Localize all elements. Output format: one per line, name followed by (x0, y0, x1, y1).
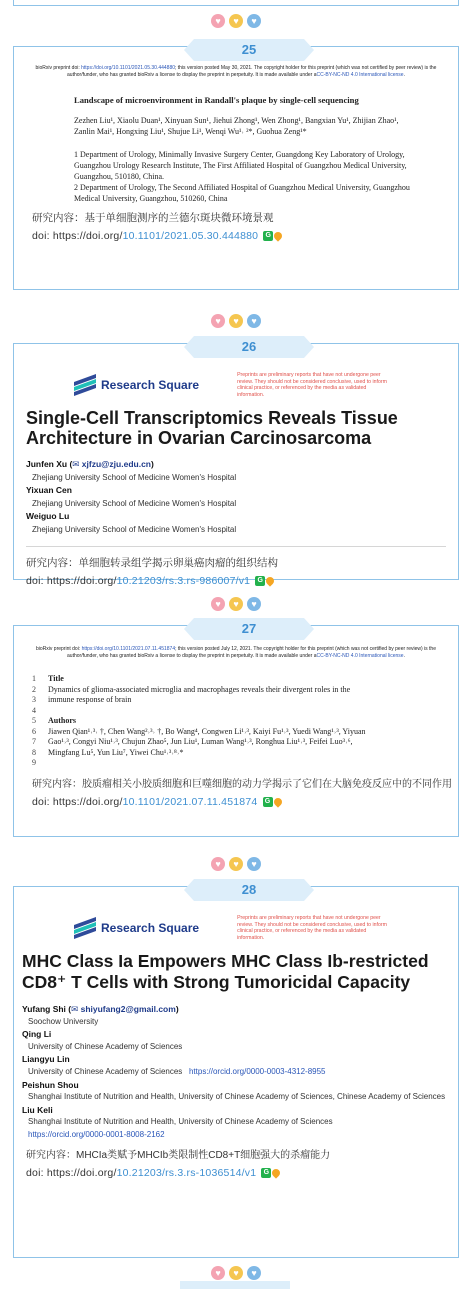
author-name: Yufang Shi (✉ shiyufang2@gmail.com) (22, 1004, 179, 1014)
paper-title: Single-Cell Transcriptomics Reveals Tissue Architecture in Ovarian Carcinosarcoma (26, 408, 398, 448)
decoration-dots (0, 857, 472, 871)
pin-icon (265, 576, 276, 587)
affiliation-1: 1 Department of Urology, Minimally Invasive Surgery Center, Guangdong Key Laboratory of Urology, Guangzhou Urology Research Institute, The First Affiliated Hospital of Guangzhou Medical University, Guangzhou, 510180, China. (74, 150, 407, 181)
author-affiliation: University of Chinese Academy of Sciences (28, 1041, 183, 1051)
decoration-dots (0, 597, 472, 611)
paper-authors: Zezhen Liu¹, Xiaolu Duan¹, Xinyuan Sun¹, Jiehui Zhong¹, Wen Zhong¹, Bangxian Yu¹, Zhijian Zhao¹, Zanlin Mai¹, Hongxing Liu¹, Shujue Li¹, Wenqi Wu¹˒ ²*, Guohua Zeng¹* (74, 116, 399, 136)
pink-dot-icon: ♥ (211, 314, 225, 328)
doi-link[interactable]: 10.21203/rs.3.rs-1036514/v1 (116, 1166, 257, 1179)
wechat-icon: G (255, 576, 265, 586)
author-name: Yixuan Cen (26, 485, 72, 495)
preprint-notice: bioRxiv preprint doi: https://doi.org/10.1101/2021.05.30.444880; this version posted May 30, 2021. The copyright holder for this preprint (which was not certified by peer review) is the author/funder, who has granted bioRxiv a license to display the preprint in perpetuity. It is made available under aCC-BY-NC-ND 4.0 International license. (35, 65, 437, 78)
author-name: Junfen Xu (✉ xjfzu@zju.edu.cn) (26, 459, 154, 469)
doi-line: doi: https://doi.org/10.1101/2021.07.11.451874 G (32, 796, 458, 808)
author-name: Qing Li (22, 1029, 52, 1040)
author-affiliation: Shanghai Institute of Nutrition and Health, University of Chinese Academy of Sciences, Chinese Academy of Sciences (28, 1092, 446, 1102)
pink-dot-icon: ♥ (211, 1266, 225, 1280)
license-link[interactable]: CC-BY-NC-ND 4.0 International license (316, 72, 404, 78)
wechat-icon: G (261, 1168, 271, 1178)
manuscript-line: 4 (32, 705, 36, 715)
card-number-tab: 25 (194, 39, 304, 61)
numbered-manuscript-lines (14, 660, 458, 769)
blue-dot-icon: ♥ (247, 857, 261, 871)
author-affiliation: Soochow University (28, 1016, 99, 1026)
manuscript-line: 2 Dynamics of glioma-associated microglia and macrophages reveals their divergent roles in the (32, 684, 351, 694)
paper-card-25 (13, 42, 459, 290)
paper-card-28 (13, 882, 459, 1258)
pink-dot-icon: ♥ (211, 14, 225, 28)
research-content-caption: 研究内容：基于单细胞测序的兰德尔斑块微环境景观 (32, 212, 274, 224)
yellow-dot-icon: ♥ (229, 14, 243, 28)
pink-dot-icon: ♥ (211, 857, 225, 871)
card-number-tab: 26 (194, 336, 304, 358)
paper-card-26 (13, 339, 459, 587)
divider (26, 546, 446, 547)
research-square-mark-icon (74, 921, 96, 935)
yellow-dot-icon: ♥ (229, 1266, 243, 1280)
wechat-icon: G (263, 231, 273, 241)
manuscript-line: 9 (32, 758, 36, 767)
decoration-dots (0, 14, 472, 28)
paper-card-27 (13, 621, 459, 837)
preprint-doi-link[interactable]: https://doi.org/10.1101/2021.07.11.451874 (81, 646, 176, 652)
research-square-logo: Research Square (74, 378, 199, 392)
paper-title: MHC Class Ia Empowers MHC Class Ib-restricted CD8⁺ T Cells with Strong Tumoricidal Capacity (22, 951, 429, 992)
doi-line: doi: https://doi.org/10.1101/2021.05.30.444880 G (32, 230, 458, 242)
decoration-dots (0, 314, 472, 328)
pink-dot-icon: ♥ (211, 597, 225, 611)
next-card-tab (180, 1281, 290, 1289)
manuscript-line: 7 Gao¹˒³, Congyi Niu¹˒³, Chujun Zhao⁵, Jun Liu¹, Luman Wang¹˒³, Ronghua Liu¹˒³, Feifei Luo³˒⁶, (32, 737, 353, 746)
author-name: Liu Keli (22, 1104, 53, 1115)
manuscript-line: 6 Jiawen Qian¹˒³˒ †, Chen Wang²˒³˒ †, Bo Wang⁴, Congwen Li¹˒³, Kaiyi Fu¹˒³, Yuedi Wang¹˒³, Yiyuan (32, 726, 366, 736)
pin-icon (273, 231, 284, 242)
doi-line: doi: https://doi.org/10.21203/rs.3.rs-986007/v1 G (26, 575, 458, 587)
blue-dot-icon: ♥ (247, 597, 261, 611)
card-number-tab: 28 (194, 879, 304, 901)
blue-dot-icon: ♥ (247, 1266, 261, 1280)
email-link[interactable]: ✉ shiyufang2@gmail.com (71, 1004, 176, 1014)
research-content-caption: 研究内容：单细胞转录组学揭示卵巢癌肉瘤的组织结构 (26, 557, 278, 569)
email-link[interactable]: ✉ xjfzu@zju.edu.cn (72, 459, 151, 469)
blue-dot-icon: ♥ (247, 314, 261, 328)
author-affiliation: University of Chinese Academy of Sciences https://orcid.org/0000-0003-4312-8955 (28, 1066, 326, 1076)
yellow-dot-icon: ♥ (229, 314, 243, 328)
preprint-disclaimer: Preprints are preliminary reports that have not undergone peer review. They should not be considered conclusive, used to inform clinical practice, or referenced by the media as validated information. (237, 915, 387, 941)
manuscript-line: 1 Title (32, 674, 64, 683)
research-content-caption: 研究内容：胶质瘤相关小胶质细胞和巨噬细胞的动力学揭示了它们在大脑免疫反应中的不同作用 (32, 778, 452, 790)
orcid-link[interactable]: https://orcid.org/0000-0001-8008-2162 (28, 1129, 165, 1139)
preprint-doi-link[interactable]: https://doi.org/10.1101/2021.05.30.444880 (81, 65, 175, 71)
research-content-caption: 研究内容：MHCIa类赋予MHCIb类限制性CD8+T细胞强大的杀瘤能力 (26, 1149, 331, 1161)
research-square-mark-icon (74, 378, 96, 392)
preprint-disclaimer: Preprints are preliminary reports that have not undergone peer review. They should not be considered conclusive, used to inform clinical practice, or referenced by the media as validated information. (237, 372, 387, 398)
orcid-link[interactable]: https://orcid.org/0000-0003-4312-8955 (188, 1066, 326, 1076)
pin-icon (272, 796, 283, 807)
author-affiliation: Zhejiang University School of Medicine Women's Hospital (32, 499, 237, 508)
author-affiliation: Zhejiang University School of Medicine Women's Hospital (32, 525, 237, 534)
wechat-icon: G (263, 797, 273, 807)
previous-card-bottom (13, 0, 459, 6)
license-link[interactable]: CC-BY-NC-ND 4.0 International license (316, 653, 404, 659)
blue-dot-icon: ♥ (247, 14, 261, 28)
author-affiliation: Zhejiang University School of Medicine Women's Hospital (32, 473, 237, 482)
author-name: Weiguo Lu (26, 511, 70, 521)
author-affiliation: Shanghai Institute of Nutrition and Health, University of Chinese Academy of Sciences (28, 1117, 333, 1127)
affiliation-2: 2 Department of Urology, The Second Affiliated Hospital of Guangzhou Medical University, Guangzhou Medical University, Guangzhou, 510260, China (74, 183, 410, 203)
yellow-dot-icon: ♥ (229, 857, 243, 871)
manuscript-line: 3 immune response of brain (32, 695, 132, 704)
manuscript-line: 8 Mingfang Lu⁵, Yun Liu⁷, Yiwei Chu¹˒³˒⁸˒* (32, 747, 184, 757)
preprint-notice: bioRxiv preprint doi: https://doi.org/10.1101/2021.07.11.451874; this version posted July 12, 2021. The copyright holder for this preprint (which was not certified by peer review) is the author/funder, who has granted bioRxiv a license to display the preprint in perpetuity. It is made available under aCC-BY-NC-ND 4.0 International license. (36, 646, 436, 659)
card-number-tab: 27 (194, 618, 304, 640)
research-square-logo: Research Square (74, 921, 199, 935)
doi-link[interactable]: 10.1101/2021.05.30.444880 (122, 230, 259, 242)
doi-link[interactable]: 10.21203/rs.3.rs-986007/v1 (116, 575, 251, 587)
doi-link[interactable]: 10.1101/2021.07.11.451874 (122, 795, 258, 808)
yellow-dot-icon: ♥ (229, 597, 243, 611)
pin-icon (271, 1167, 282, 1178)
manuscript-line: 5 Authors (32, 716, 77, 725)
paper-title: Landscape of microenvironment in Randall's plaque by single-cell sequencing (74, 95, 359, 105)
doi-line: doi: https://doi.org/10.21203/rs.3.rs-1036514/v1 G (26, 1167, 458, 1179)
author-name: Peishun Shou (22, 1079, 79, 1090)
decoration-dots (0, 1266, 472, 1280)
author-name: Liangyu Lin (22, 1054, 70, 1065)
